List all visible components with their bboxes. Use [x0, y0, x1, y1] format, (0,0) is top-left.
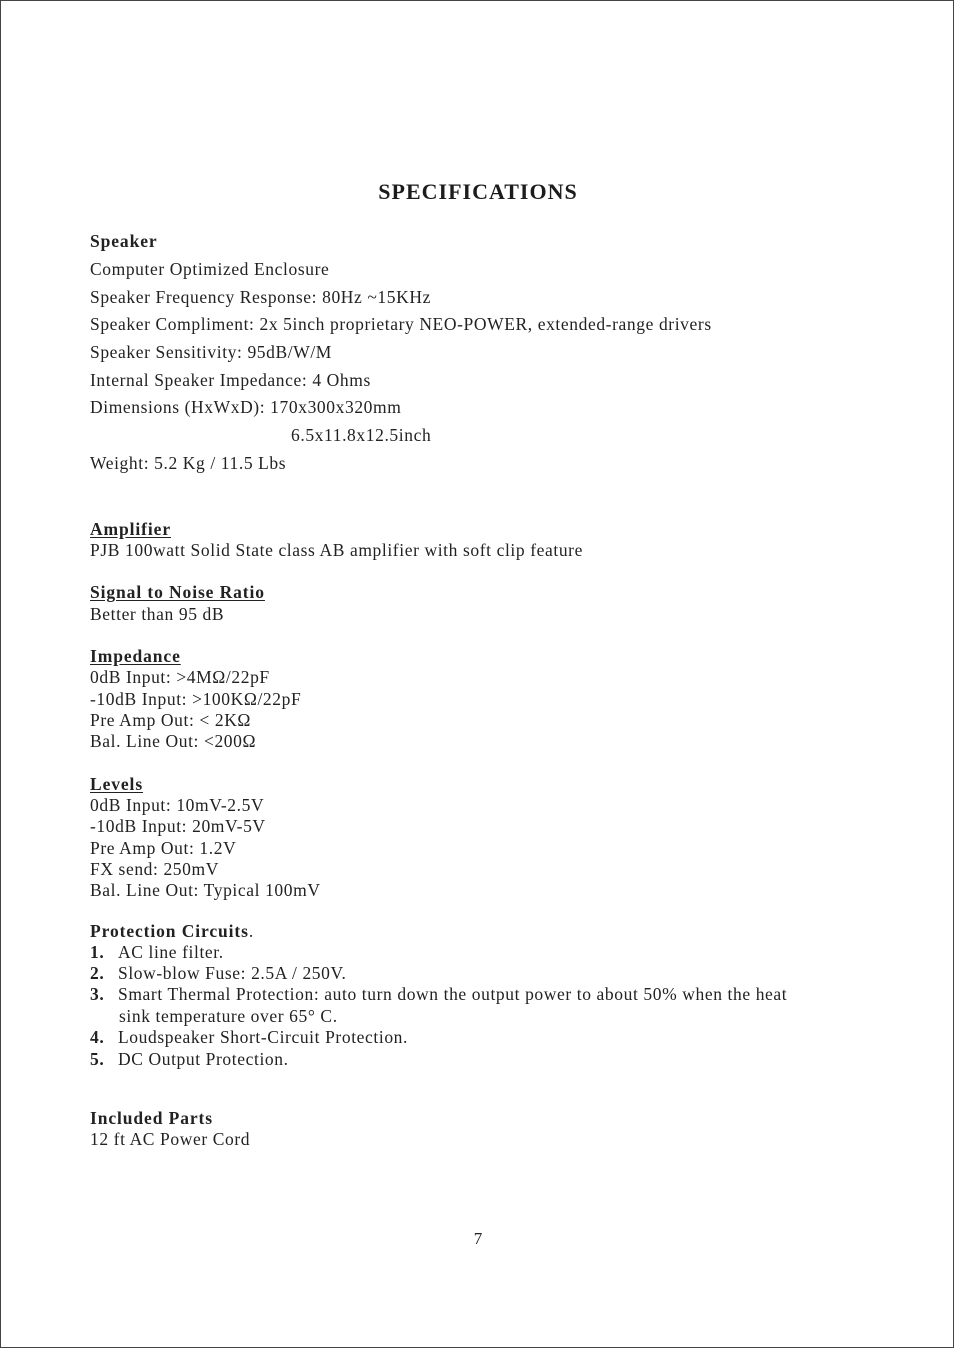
impedance-minus10db-input: -10dB Input: >100KΩ/22pF	[90, 689, 302, 709]
levels-pre-amp-out: Pre Amp Out: 1.2V	[90, 838, 237, 858]
protection-item-text: Loudspeaker Short-Circuit Protection.	[118, 1027, 408, 1047]
speaker-sensitivity: Speaker Sensitivity: 95dB/W/M	[90, 342, 332, 362]
speaker-frequency-response: Speaker Frequency Response: 80Hz ~15KHz	[90, 287, 431, 307]
levels-heading: Levels	[90, 774, 144, 794]
impedance-pre-amp-out: Pre Amp Out: < 2KΩ	[90, 710, 252, 730]
speaker-dimensions-mm: Dimensions (HxWxD): 170x300x320mm	[90, 397, 402, 417]
included-power-cord: 12 ft AC Power Cord	[90, 1129, 251, 1149]
impedance-0db-input: 0dB Input: >4MΩ/22pF	[90, 667, 270, 687]
snr-value: Better than 95 dB	[90, 604, 225, 624]
impedance-heading: Impedance	[90, 646, 181, 666]
speaker-enclosure: Computer Optimized Enclosure	[90, 259, 330, 279]
protection-item-number: 3.	[90, 984, 105, 1004]
protection-item-text: Smart Thermal Protection: auto turn down the output power to about 50% when the heat	[118, 984, 788, 1004]
protection-heading: Protection Circuits	[90, 921, 249, 941]
protection-item-number: 1.	[90, 942, 105, 962]
protection-item-text: DC Output Protection.	[118, 1049, 289, 1069]
protection-item-5	[90, 1048, 289, 1070]
protection-item-1	[90, 941, 224, 963]
speaker-compliment: Speaker Compliment: 2x 5inch proprietary NEO-POWER, extended-range drivers	[90, 314, 712, 334]
speaker-dimensions-inch: 6.5x11.8x12.5inch	[291, 425, 432, 445]
protection-item-number: 2.	[90, 963, 105, 983]
protection-item-2	[90, 962, 346, 984]
protection-item-3	[90, 983, 787, 1005]
impedance-bal-line-out: Bal. Line Out: <200Ω	[90, 731, 257, 751]
protection-item-number: 4.	[90, 1027, 105, 1047]
protection-item-text: AC line filter.	[118, 942, 224, 962]
speaker-impedance: Internal Speaker Impedance: 4 Ohms	[90, 370, 371, 390]
snr-heading: Signal to Noise Ratio	[90, 582, 265, 602]
levels-bal-line-out: Bal. Line Out: Typical 100mV	[90, 880, 321, 900]
protection-item-number: 5.	[90, 1049, 105, 1069]
amplifier-heading: Amplifier	[90, 519, 171, 539]
protection-item-text: Slow-blow Fuse: 2.5A / 250V.	[118, 963, 347, 983]
page-number: 7	[473, 1229, 483, 1248]
speaker-weight: Weight: 5.2 Kg / 11.5 Lbs	[90, 453, 287, 473]
page-title: SPECIFICATIONS	[378, 179, 578, 204]
levels-0db-input: 0dB Input: 10mV-2.5V	[90, 795, 265, 815]
speaker-heading: Speaker	[90, 231, 158, 251]
protection-item-3-continued: sink temperature over 65° C.	[119, 1006, 338, 1026]
protection-heading-suffix: .	[248, 921, 254, 941]
protection-item-4	[90, 1026, 408, 1048]
included-heading: Included Parts	[90, 1108, 213, 1128]
protection-heading-line	[90, 920, 254, 942]
levels-fx-send: FX send: 250mV	[90, 859, 219, 879]
levels-minus10db-input: -10dB Input: 20mV-5V	[90, 816, 266, 836]
amplifier-description: PJB 100watt Solid State class AB amplifier with soft clip feature	[90, 540, 583, 560]
